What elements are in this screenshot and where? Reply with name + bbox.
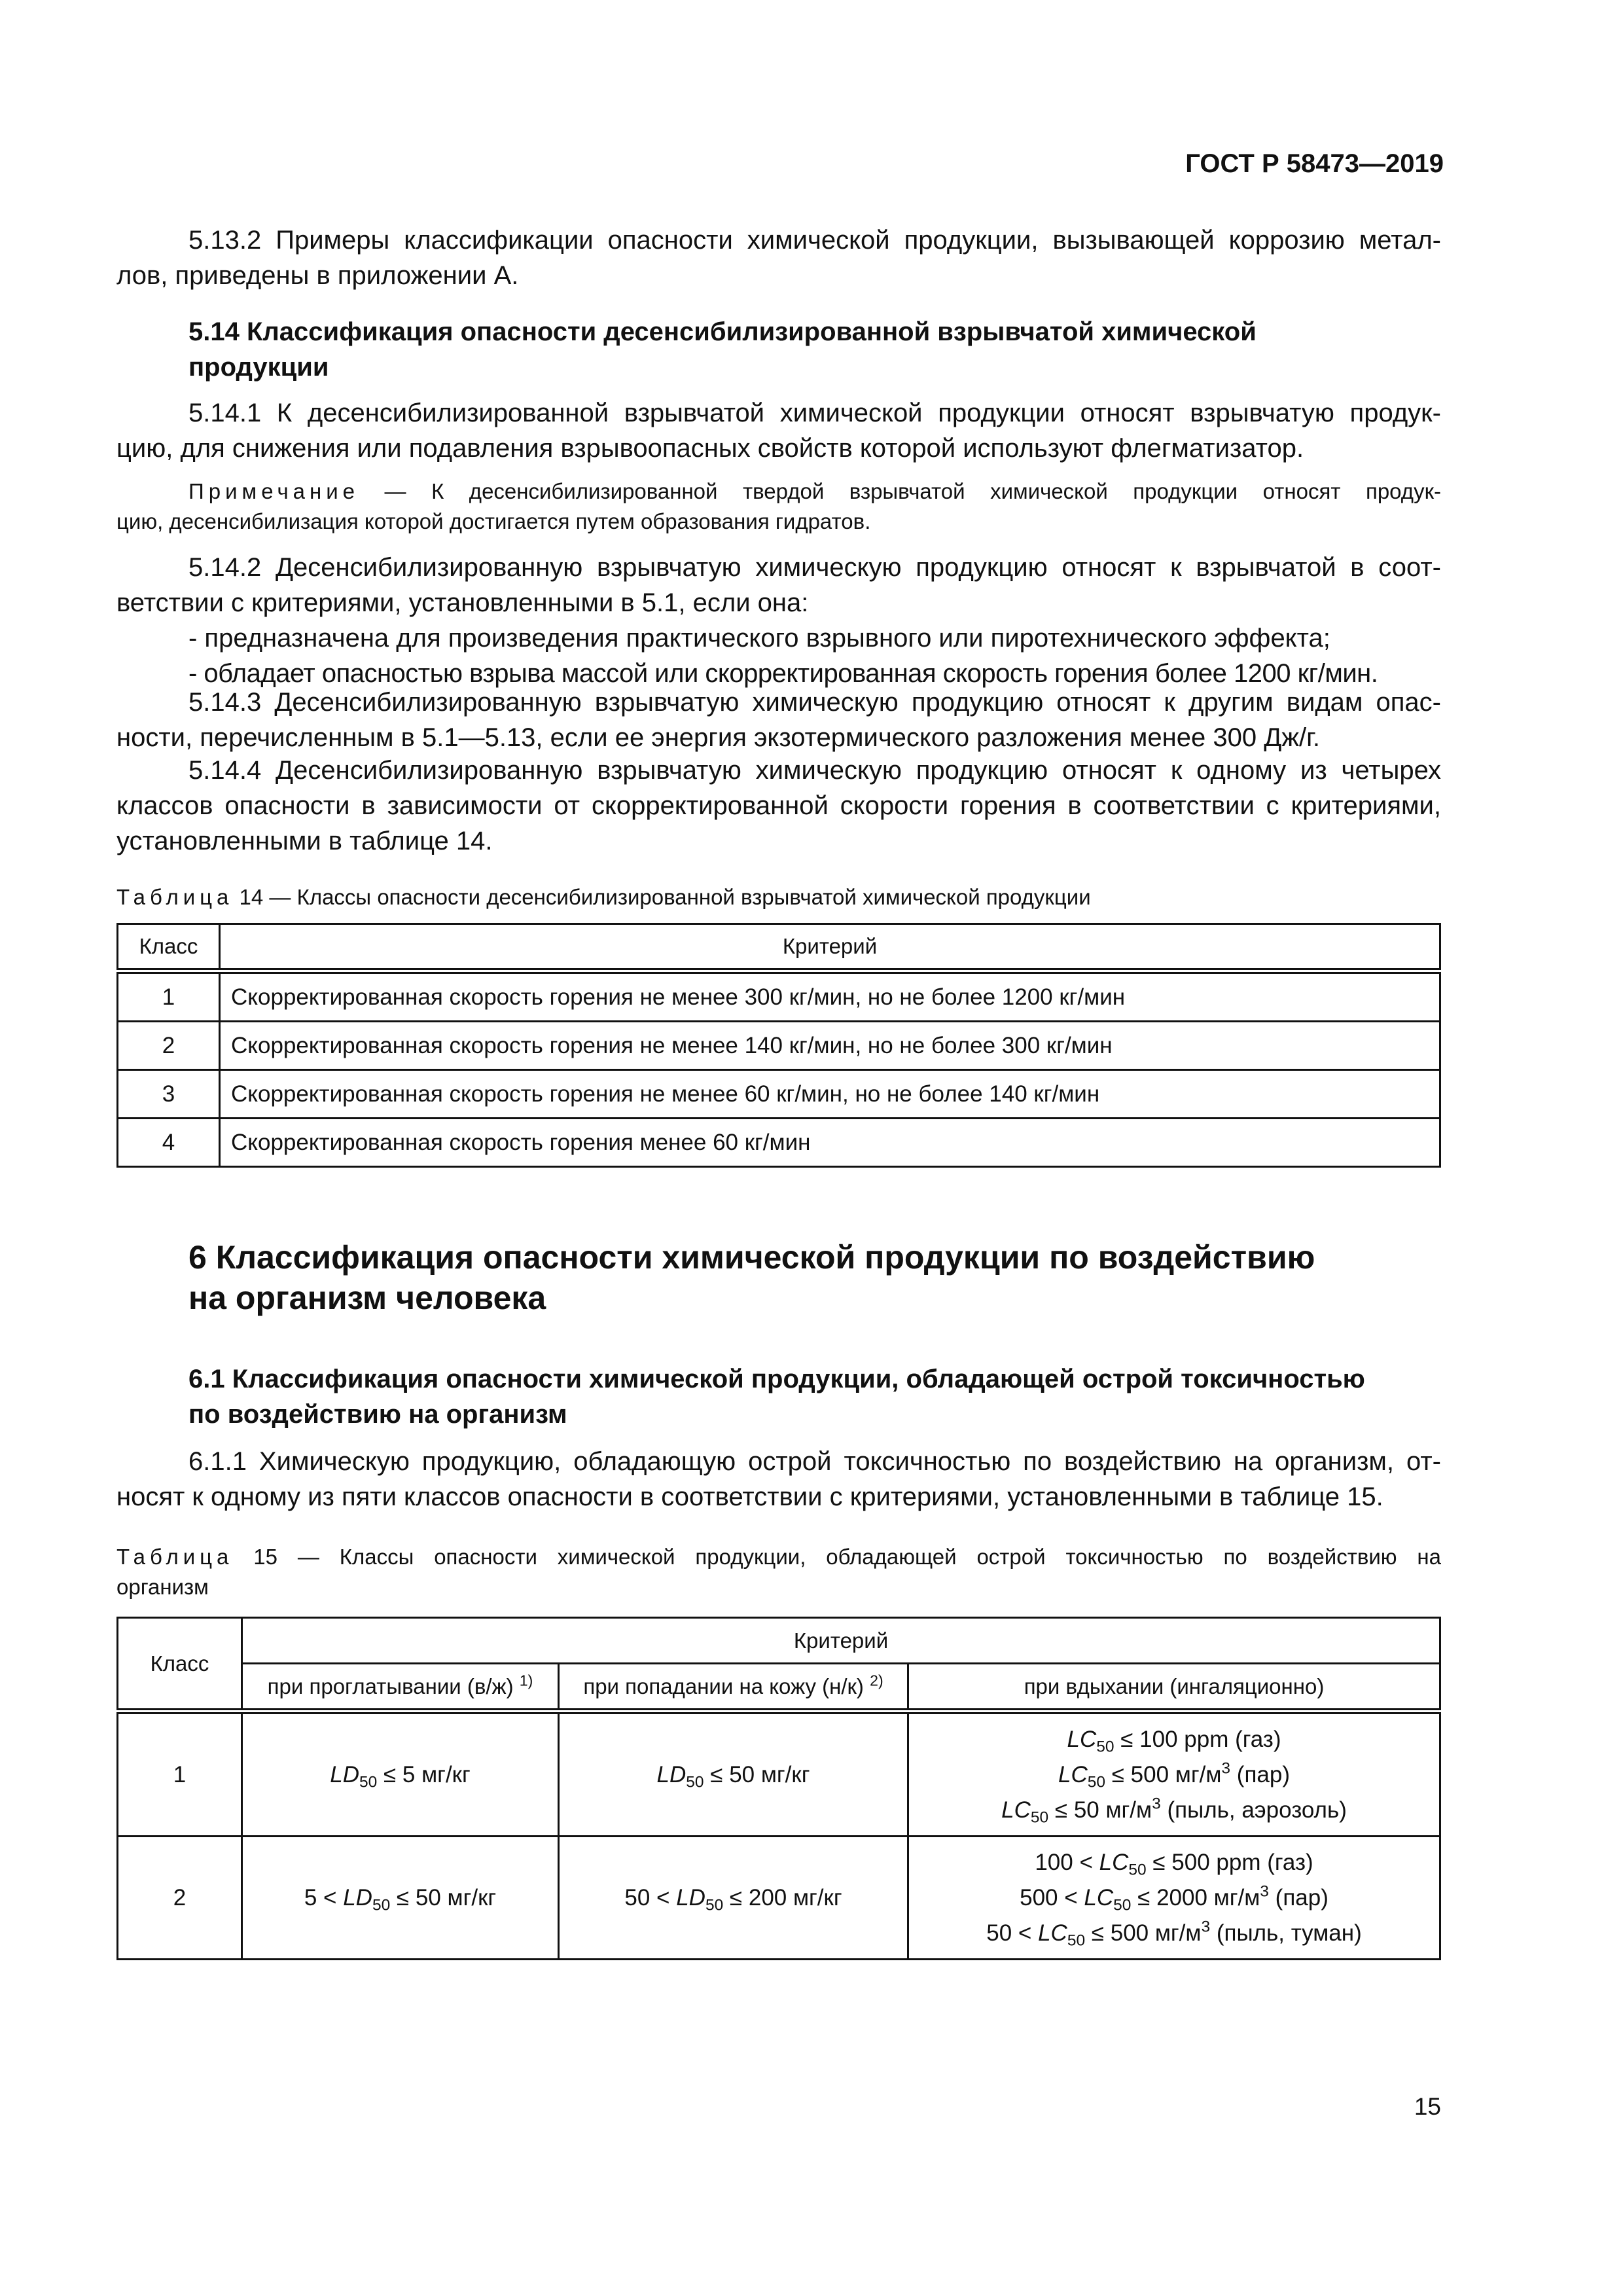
table-15: [116, 1617, 1441, 1960]
note-line1: [116, 476, 1441, 507]
note-label: Примечание: [188, 479, 360, 503]
table-14: [116, 923, 1441, 1168]
table15-caption-line1: [116, 1542, 1441, 1572]
table14-caption: [116, 882, 1441, 912]
table15-header-class: Класс: [118, 1618, 242, 1712]
paragraph-5-14-3-line2: ности, перечисленным в 5.1—5.13, если ее энергия экзотермического разложения менее 300 Дж/г.: [116, 723, 1320, 752]
table15-header-skin: при попадании на кожу (н/к) $^{2)}$: [559, 1664, 908, 1712]
section-6-heading-line2: на организм человека: [188, 1280, 546, 1316]
paragraph-6-1-1-line1: 6.1.1 Химическую продукцию, обладающую острой токсичностью по воздействию на организм, от-: [188, 1447, 1441, 1476]
table14-criteria-cell: Скорректированная скорость горения не менее 300 кг/мин, но не более 1200 кг/мин: [220, 971, 1440, 1022]
table15-caption-label: Таблица: [116, 1545, 234, 1569]
table-row: [118, 1070, 1440, 1119]
paragraph-5-13-2-line1: 5.13.2 Примеры классификации опасности химической продукции, вызывающей коррозию метал-: [188, 226, 1441, 255]
table14-caption-text: 14 — Классы опасности десенсибилизированной взрывчатой химической продукции: [233, 885, 1091, 909]
table14-class-cell: 2: [118, 1022, 220, 1070]
table14-criteria-cell: Скорректированная скорость горения не менее 140 кг/мин, но не более 300 кг/мин: [220, 1022, 1440, 1070]
table15-skin-cell: $LD_{50} \le 50$ мг/кг: [559, 1712, 908, 1837]
table14-criteria-cell: Скорректированная скорость горения менее 60 кг/мин: [220, 1119, 1440, 1167]
table15-class-cell: 2: [118, 1837, 242, 1960]
paragraph-5-14-1-line2: цию, для снижения или подавления взрывоопасных свойств которой используют флегматизатор.: [116, 434, 1304, 463]
table14-caption-label: Таблица: [116, 885, 234, 909]
table-row: [118, 1119, 1440, 1167]
table-row: [118, 971, 1440, 1022]
table-row: [118, 1837, 1440, 1960]
paragraph-5-14-1-line1: 5.14.1 К десенсибилизированной взрывчатой химической продукции относят взрывчатую продук-: [188, 399, 1441, 427]
table-row: [118, 1712, 1440, 1837]
table15-oral-cell: $LD_{50} \le 5$ мг/кг: [242, 1712, 559, 1837]
note-line2: цию, десенсибилизация которой достигается путем образования гидратов.: [116, 509, 871, 533]
heading-5-14-line2: продукции: [188, 353, 329, 382]
heading-6-1-line1: 6.1 Классификация опасности химической продукции, обладающей острой токсичностью: [188, 1365, 1365, 1393]
table14-criteria-cell: Скорректированная скорость горения не менее 60 кг/мин, но не более 140 кг/мин: [220, 1070, 1440, 1119]
table14-header-class: Класс: [118, 924, 220, 971]
section-6-heading-line1: 6 Классификация опасности химической продукции по воздействию: [188, 1239, 1315, 1276]
bullet-2: - обладает опасностью взрыва массой или скорректированная скорость горения более 1200 кг/мин.: [188, 659, 1378, 688]
paragraph-5-14-4-line1: 5.14.4 Десенсибилизированную взрывчатую химическую продукцию относят к одному из четырех: [188, 756, 1441, 785]
paragraph-5-14-2-line1: 5.14.2 Десенсибилизированную взрывчатую химическую продукцию относят к взрывчатой в соот-: [188, 553, 1441, 582]
table14-class-cell: 3: [118, 1070, 220, 1119]
paragraph-6-1-1-line2: носят к одному из пяти классов опасности в соответствии с критериями, установленными в таблице 15.: [116, 1482, 1383, 1511]
table15-oral-cell: $5 < LD_{50} \le 50$ мг/кг: [242, 1837, 559, 1960]
table15-header-row-1: [118, 1618, 1440, 1664]
paragraph-5-14-4-line3: установленными в таблице 14.: [116, 827, 493, 855]
paragraph-5-13-2-line2: лов, приведены в приложении А.: [116, 261, 519, 290]
table14-header-criteria: Критерий: [220, 924, 1440, 971]
document-id: ГОСТ Р 58473—2019: [1185, 149, 1444, 178]
heading-5-14-line1: 5.14 Классификация опасности десенсибилизированной взрывчатой химической: [188, 317, 1257, 346]
paragraph-5-14-3-line1: 5.14.3 Десенсибилизированную взрывчатую химическую продукцию относят к другим видам опас-: [188, 688, 1441, 717]
table15-caption-text: 15 — Классы опасности химической продукции, обладающей острой токсичностью по воздействию на: [233, 1545, 1441, 1569]
bullet-1: - предназначена для произведения практического взрывного или пиротехнического эффекта;: [188, 624, 1330, 653]
note-text: — К десенсибилизированной твердой взрывчатой химической продукции относят продук-: [359, 479, 1441, 503]
table15-header-inhalation: при вдыхании (ингаляционно): [908, 1664, 1440, 1712]
table15-inhalation-cell: $100 < LC_{50} \le 500$ ppm (газ) $500 < LC_{50} \le 2000$ $мг/м^3$ (пар) $50 < LC_{50} \le 500$ $мг/м^3$ (пыль, туман): [908, 1837, 1440, 1960]
page-number: 15: [1414, 2093, 1441, 2120]
table15-inhalation-cell: $LC_{50} \le 100$ ppm (газ) $LC_{50} \le 500$ $мг/м^3$ (пар) $LC_{50} \le 50$ $мг/м^3$ (пыль, аэрозоль): [908, 1712, 1440, 1837]
table14-header-row: [118, 924, 1440, 971]
table15-class-cell: 1: [118, 1712, 242, 1837]
table15-caption-line2: организм: [116, 1575, 209, 1599]
paragraph-5-14-4-line2: классов опасности в зависимости от скорректированной скорости горения в соответствии с критериями,: [116, 791, 1441, 820]
paragraph-5-14-2-line2: ветствии с критериями, установленными в 5.1, если она:: [116, 588, 809, 617]
table15-header-row-2: [118, 1664, 1440, 1712]
heading-6-1-line2: по воздействию на организм: [188, 1400, 567, 1429]
table15-skin-cell: $50 < LD_{50} \le 200$ мг/кг: [559, 1837, 908, 1960]
table15-header-criteria: Критерий: [242, 1618, 1440, 1664]
table-row: [118, 1022, 1440, 1070]
table15-header-oral: при проглатывании (в/ж) $^{1)}$: [242, 1664, 559, 1712]
table14-class-cell: 4: [118, 1119, 220, 1167]
table14-class-cell: 1: [118, 971, 220, 1022]
